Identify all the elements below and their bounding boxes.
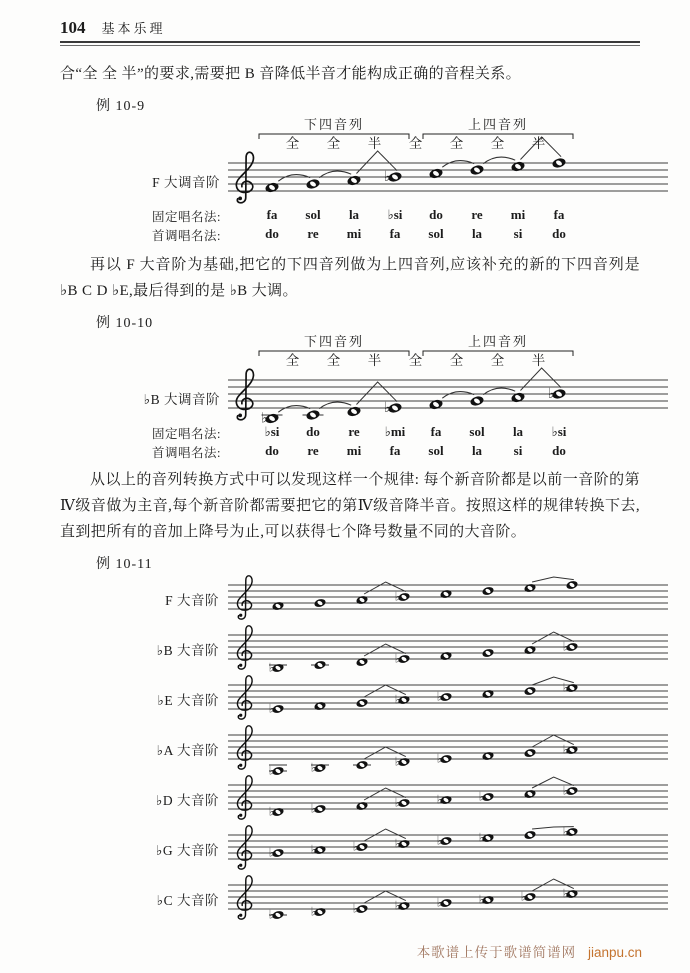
scale-row-label: F 大音阶 xyxy=(165,593,219,608)
flat-sign: ♭ xyxy=(310,842,317,857)
flat-sign: ♭ xyxy=(310,801,317,816)
movable-solfege-label: 首调唱名法: xyxy=(152,446,221,460)
scale-staff-row xyxy=(157,675,668,725)
example-10-movable-solfege-row xyxy=(152,443,668,462)
step-label: 全 xyxy=(490,353,505,368)
step-label: 全 xyxy=(285,353,300,368)
flat-sign: ♭ xyxy=(436,833,443,848)
scale-staff-row xyxy=(156,625,668,675)
flat-sign: ♭ xyxy=(384,169,391,185)
tetrachord-label: 下四音列 xyxy=(303,334,365,349)
solfege-syllable: ♭si xyxy=(264,424,280,439)
solfege-syllable: si xyxy=(513,226,523,241)
scale-staff-row xyxy=(165,575,668,625)
solfege-syllable: ♭mi xyxy=(384,424,406,439)
step-label: 全 xyxy=(449,353,464,368)
flat-sign: ♭ xyxy=(310,904,317,919)
flat-sign: ♭ xyxy=(268,701,275,716)
flat-sign: ♭ xyxy=(352,839,359,854)
solfege-syllable: fa xyxy=(389,226,401,241)
flat-sign: ♭ xyxy=(384,400,391,416)
solfege-syllable: re xyxy=(307,226,319,241)
flat-sign: ♭ xyxy=(268,763,275,778)
step-label: 半 xyxy=(531,136,546,151)
flat-sign: ♭ xyxy=(562,742,569,757)
tetrachord-label: 下四音列 xyxy=(303,117,365,132)
example-9-title: 例 10-9 xyxy=(96,99,146,114)
flat-sign: ♭ xyxy=(562,639,569,654)
fixed-solfege-label: 固定唱名法: xyxy=(152,210,221,224)
scale-staff xyxy=(228,675,668,725)
solfege-syllable: re xyxy=(307,443,319,458)
flat-sign: ♭ xyxy=(478,789,485,804)
scale-staff xyxy=(228,825,668,875)
flat-sign: ♭ xyxy=(394,898,401,913)
scale-staff xyxy=(228,775,668,825)
solfege-syllable: do xyxy=(265,443,279,458)
solfege-syllable: la xyxy=(348,207,360,222)
scale-staff xyxy=(228,725,668,778)
footer-text: 本歌谱上传于歌谱简谱网 xyxy=(416,945,577,960)
scale-staff-row xyxy=(156,775,668,825)
solfege-syllable: la xyxy=(512,424,524,439)
solfege-syllable: mi xyxy=(346,443,362,458)
solfege-syllable: si xyxy=(513,443,523,458)
paragraph-1: 合“全 全 半”的要求,需要把 B 音降低半音才能构成正确的音程关系。 xyxy=(60,66,522,82)
solfege-syllable: ♭si xyxy=(387,207,403,222)
flat-sign: ♭ xyxy=(436,751,443,766)
example-9-staff xyxy=(228,117,668,207)
scale-staff xyxy=(228,575,668,625)
flat-sign: ♭ xyxy=(562,824,569,839)
treble-clef-icon xyxy=(237,676,252,719)
example-10-scale-label: ♭B 大调音阶 xyxy=(143,392,220,407)
scale-row-label: ♭D 大音阶 xyxy=(156,793,219,808)
solfege-syllable: mi xyxy=(346,226,362,241)
solfege-syllable: fa xyxy=(389,443,401,458)
tetrachord-label: 上四音列 xyxy=(467,334,529,349)
solfege-syllable: sol xyxy=(469,424,485,439)
example-10-title: 例 10-10 xyxy=(96,316,154,331)
footer-site-link: jianpu.cn xyxy=(587,945,642,960)
treble-clef-icon xyxy=(236,369,253,420)
half-step-peak xyxy=(532,577,574,582)
solfege-syllable: sol xyxy=(305,207,321,222)
solfege-syllable: sol xyxy=(428,443,444,458)
treble-clef-icon xyxy=(237,626,252,669)
solfege-syllable: fa xyxy=(553,207,565,222)
step-label: 全 xyxy=(449,136,464,151)
whole-step-arc xyxy=(442,161,474,168)
example-9-figure xyxy=(152,117,668,245)
page-footer xyxy=(417,941,642,961)
solfege-syllable: do xyxy=(429,207,443,222)
scale-row-label: ♭A 大音阶 xyxy=(156,743,219,758)
flat-sign: ♭ xyxy=(520,889,527,904)
fixed-solfege-label: 固定唱名法: xyxy=(152,427,221,441)
flat-sign: ♭ xyxy=(436,895,443,910)
example-11-title: 例 10-11 xyxy=(96,557,153,572)
example-9-movable-solfege-row xyxy=(152,226,668,245)
example-10-figure xyxy=(143,334,668,462)
solfege-syllable: do xyxy=(306,424,320,439)
page-header xyxy=(60,18,640,38)
step-label: 半 xyxy=(367,136,382,151)
flat-sign: ♭ xyxy=(436,792,443,807)
solfege-syllable: do xyxy=(265,226,279,241)
flat-sign: ♭ xyxy=(268,660,275,675)
flat-sign: ♭ xyxy=(268,845,275,860)
solfege-syllable: fa xyxy=(430,424,442,439)
step-label: 全 xyxy=(408,353,423,368)
treble-clef-icon xyxy=(237,576,252,619)
flat-sign: ♭ xyxy=(394,692,401,707)
solfege-syllable: la xyxy=(471,226,483,241)
example-9-fixed-solfege-row xyxy=(152,207,668,226)
flat-sign: ♭ xyxy=(478,892,485,907)
example-9-scale-label: F 大调音阶 xyxy=(152,175,220,190)
example-10-fixed-solfege-row xyxy=(152,424,668,443)
solfege-syllable: ♭si xyxy=(551,424,567,439)
page-number: 104 xyxy=(60,18,86,37)
step-label: 全 xyxy=(285,136,300,151)
flat-sign: ♭ xyxy=(394,836,401,851)
whole-step-arc xyxy=(278,175,310,182)
treble-clef-icon xyxy=(237,826,252,869)
tetrachord-label: 上四音列 xyxy=(467,117,529,132)
solfege-syllable: re xyxy=(348,424,360,439)
scale-staff xyxy=(228,875,668,925)
scale-row-label: ♭E 大音阶 xyxy=(157,693,219,708)
step-label: 全 xyxy=(326,353,341,368)
step-label: 全 xyxy=(326,136,341,151)
flat-sign: ♭ xyxy=(562,783,569,798)
solfege-syllable: do xyxy=(552,443,566,458)
step-label: 半 xyxy=(367,353,382,368)
step-label: 全 xyxy=(408,136,423,151)
flat-sign: ♭ xyxy=(268,907,275,922)
step-label: 半 xyxy=(531,353,546,368)
flat-sign: ♭ xyxy=(562,680,569,695)
example-11-figure xyxy=(60,575,640,925)
flat-sign: ♭ xyxy=(394,754,401,769)
step-label: 全 xyxy=(490,136,505,151)
flat-sign: ♭ xyxy=(261,411,268,427)
solfege-syllable: la xyxy=(471,443,483,458)
movable-solfege-label: 首调唱名法: xyxy=(152,229,221,243)
solfege-syllable: do xyxy=(552,226,566,241)
flat-sign: ♭ xyxy=(352,901,359,916)
flat-sign: ♭ xyxy=(478,830,485,845)
flat-sign: ♭ xyxy=(548,386,555,402)
scale-row-label: ♭G 大音阶 xyxy=(156,843,219,858)
flat-sign: ♭ xyxy=(394,589,401,604)
treble-clef-icon xyxy=(237,876,252,919)
flat-sign: ♭ xyxy=(310,760,317,775)
paragraph-3: 从以上的音列转换方式中可以发现这样一个规律: 每个新音阶都是以前一音阶的第Ⅳ级音做为主音,每个新音阶都需要把它的第Ⅳ级音降半音。按照这样的规律转换下去,直到把所有的音加上降号为止,可以获得七个降号数量不同的大音阶。 xyxy=(60,472,640,540)
solfege-syllable: sol xyxy=(428,226,444,241)
whole-step-arc xyxy=(442,392,474,399)
treble-clef-icon xyxy=(237,726,252,769)
flat-sign: ♭ xyxy=(394,651,401,666)
treble-clef-icon xyxy=(237,776,252,819)
solfege-syllable: fa xyxy=(266,207,278,222)
scale-staff-row xyxy=(156,725,668,778)
header-rule xyxy=(60,41,640,46)
scale-staff-row xyxy=(156,875,668,925)
scale-staff xyxy=(228,625,668,675)
flat-sign: ♭ xyxy=(562,886,569,901)
scale-row-label: ♭C 大音阶 xyxy=(156,893,219,908)
paragraph-2: 再以 F 大音阶为基础,把它的下四音列做为上四音列,应该补充的新的下四音列是 ♭B C D ♭E,最后得到的是 ♭B 大调。 xyxy=(60,257,640,299)
book-title: 基本乐理 xyxy=(101,21,166,36)
flat-sign: ♭ xyxy=(394,795,401,810)
whole-step-arc xyxy=(278,406,310,413)
solfege-syllable: re xyxy=(471,207,483,222)
scale-staff-row xyxy=(156,824,668,875)
scale-row-label: ♭B 大音阶 xyxy=(156,643,219,658)
flat-sign: ♭ xyxy=(268,804,275,819)
example-10-staff xyxy=(228,334,668,427)
solfege-syllable: mi xyxy=(510,207,526,222)
treble-clef-icon xyxy=(236,152,253,203)
flat-sign: ♭ xyxy=(436,689,443,704)
